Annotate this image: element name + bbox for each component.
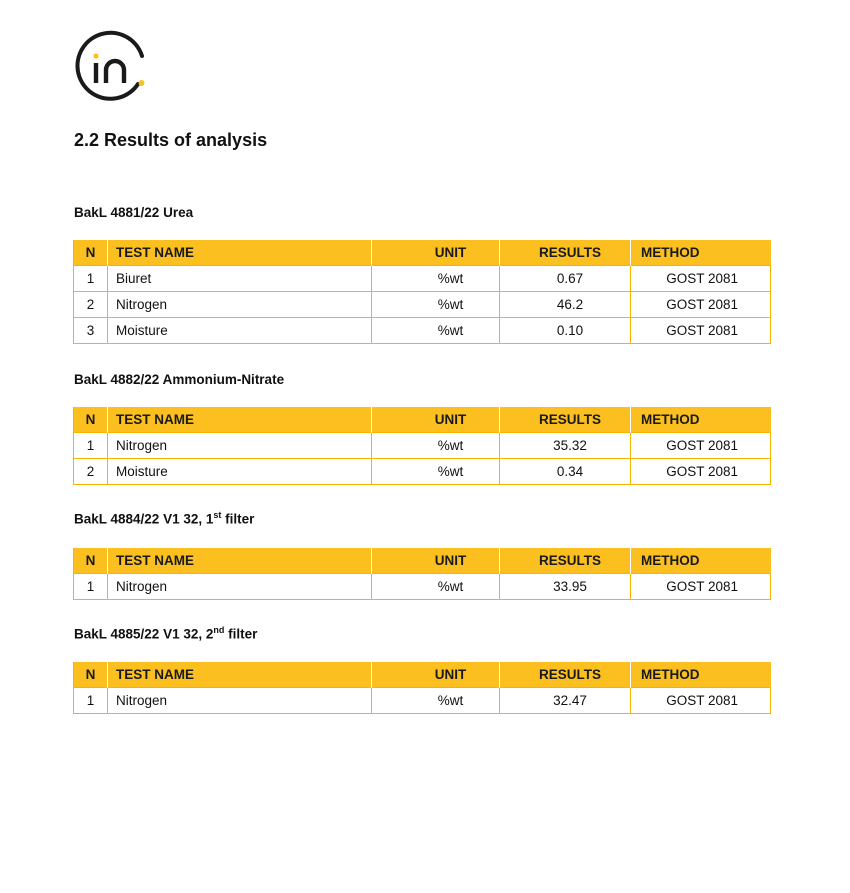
table-row: [74, 318, 771, 344]
header-results: RESULTS: [500, 662, 631, 688]
cell-n: 1: [74, 688, 108, 714]
header-unit: UNIT: [372, 407, 500, 433]
cell-method: GOST 2081: [631, 318, 771, 344]
cell-n: 1: [74, 574, 108, 600]
cell-result: 0.34: [500, 459, 631, 485]
cell-result: 0.67: [500, 266, 631, 292]
table-header-row: [74, 240, 771, 266]
cell-unit: %wt: [372, 688, 500, 714]
cell-n: 2: [74, 292, 108, 318]
results-table: [73, 548, 771, 600]
cell-method: GOST 2081: [631, 266, 771, 292]
cell-n: 1: [74, 433, 108, 459]
cell-result: 0.10: [500, 318, 631, 344]
cell-test-name: Moisture: [108, 318, 372, 344]
table-row: [74, 292, 771, 318]
cell-unit: %wt: [372, 292, 500, 318]
block-title: BakL 4882/22 Ammonium-Nitrate: [74, 372, 285, 387]
header-test-name: TEST NAME: [108, 548, 372, 574]
cell-result: 46.2: [500, 292, 631, 318]
header-test-name: TEST NAME: [108, 407, 372, 433]
header-method: METHOD: [631, 407, 771, 433]
cell-test-name: Biuret: [108, 266, 372, 292]
company-logo: [72, 26, 150, 104]
header-test-name: TEST NAME: [108, 240, 372, 266]
cell-unit: %wt: [372, 459, 500, 485]
table-header-row: [74, 548, 771, 574]
header-test-name: TEST NAME: [108, 662, 372, 688]
header-results: RESULTS: [500, 548, 631, 574]
header-method: METHOD: [631, 548, 771, 574]
block-title: BakL 4884/22 V1 32, 1st filter: [74, 510, 255, 527]
table-row: [74, 688, 771, 714]
cell-method: GOST 2081: [631, 292, 771, 318]
table-header-row: [74, 662, 771, 688]
cell-test-name: Moisture: [108, 459, 372, 485]
cell-test-name: Nitrogen: [108, 292, 372, 318]
cell-result: 33.95: [500, 574, 631, 600]
header-n: N: [74, 662, 108, 688]
cell-unit: %wt: [372, 433, 500, 459]
header-n: N: [74, 240, 108, 266]
cell-method: GOST 2081: [631, 459, 771, 485]
table-row: [74, 266, 771, 292]
results-table: [73, 662, 771, 714]
title-superscript: st: [213, 510, 222, 520]
header-results: RESULTS: [500, 240, 631, 266]
title-superscript: nd: [213, 625, 225, 635]
header-unit: UNIT: [372, 662, 500, 688]
cell-unit: %wt: [372, 574, 500, 600]
cell-unit: %wt: [372, 318, 500, 344]
cell-n: 2: [74, 459, 108, 485]
header-n: N: [74, 548, 108, 574]
block-title: BakL 4881/22 Urea: [74, 205, 194, 220]
results-table: [73, 240, 771, 344]
cell-n: 3: [74, 318, 108, 344]
cell-n: 1: [74, 266, 108, 292]
header-results: RESULTS: [500, 407, 631, 433]
header-unit: UNIT: [372, 548, 500, 574]
results-table: [73, 407, 771, 485]
block-title: BakL 4885/22 V1 32, 2nd filter: [74, 625, 258, 642]
cell-test-name: Nitrogen: [108, 574, 372, 600]
table-row: [74, 459, 771, 485]
table-row: [74, 574, 771, 600]
cell-test-name: Nitrogen: [108, 688, 372, 714]
cell-test-name: Nitrogen: [108, 433, 372, 459]
table-row: [74, 433, 771, 459]
header-n: N: [74, 407, 108, 433]
cell-result: 32.47: [500, 688, 631, 714]
header-unit: UNIT: [372, 240, 500, 266]
header-method: METHOD: [631, 662, 771, 688]
cell-result: 35.32: [500, 433, 631, 459]
cell-method: GOST 2081: [631, 688, 771, 714]
header-method: METHOD: [631, 240, 771, 266]
section-title: 2.2 Results of analysis: [74, 130, 268, 150]
cell-method: GOST 2081: [631, 433, 771, 459]
table-header-row: [74, 407, 771, 433]
cell-unit: %wt: [372, 266, 500, 292]
cell-method: GOST 2081: [631, 574, 771, 600]
